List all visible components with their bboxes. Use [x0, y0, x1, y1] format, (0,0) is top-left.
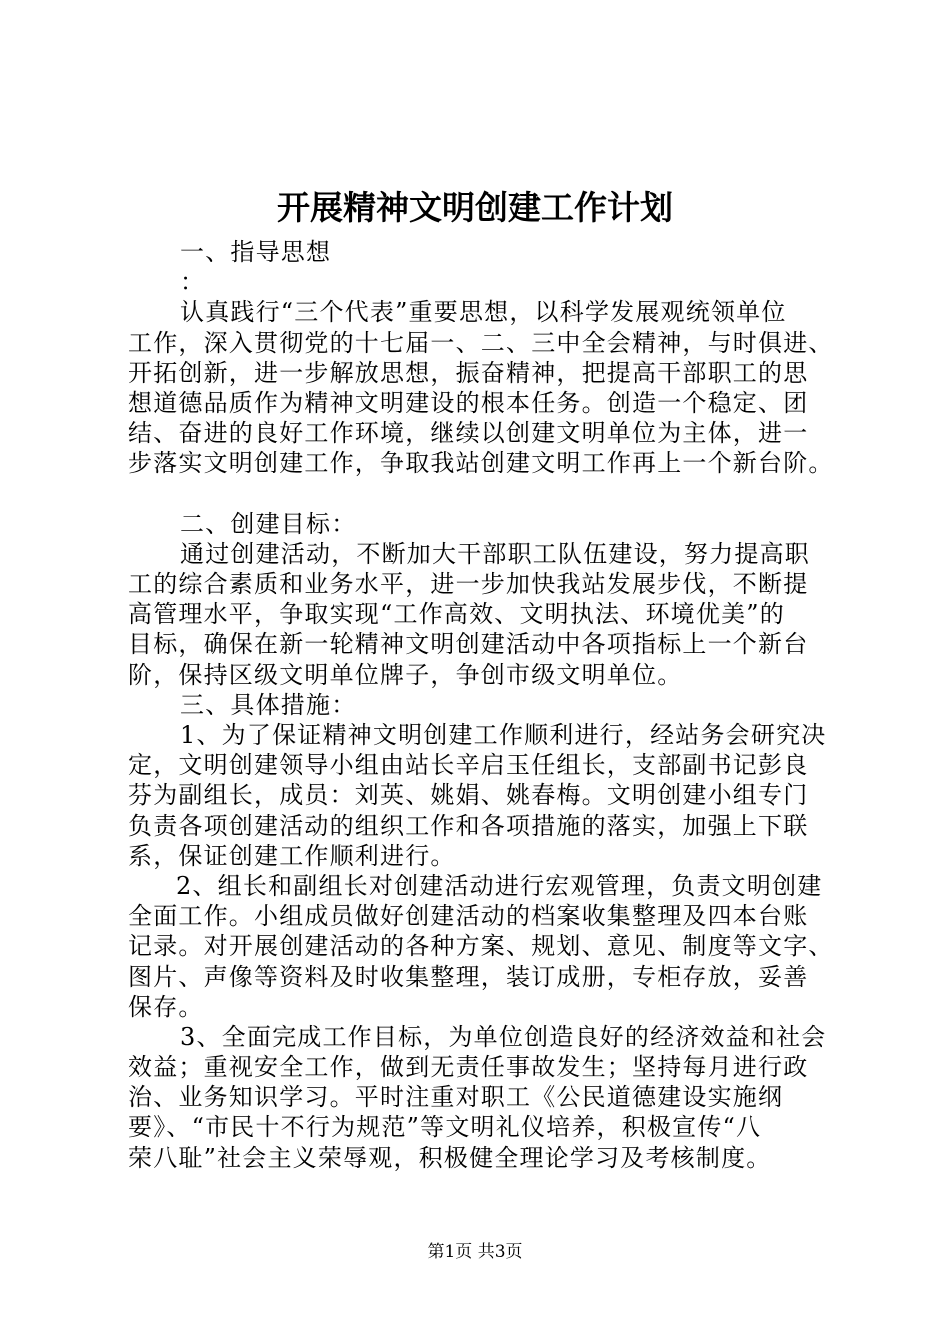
paragraph-line: 通过创建活动，不断加大干部职工队伍建设，努力提高职: [180, 539, 810, 568]
measure-item-3-line: 治、业务知识学习。平时注重对职工《公民道德建设实施纲: [128, 1083, 784, 1112]
measure-item-1-line: 系，保证创建工作顺利进行。: [128, 841, 456, 870]
paragraph-line: 工的综合素质和业务水平，进一步加快我站发展步伐，不断提: [128, 570, 809, 599]
paragraph-line: 认真践行“三个代表”重要思想，以科学发展观统领单位: [180, 298, 787, 327]
measure-item-1-line: 负责各项创建活动的组织工作和各项措施的落实，加强上下联: [128, 811, 809, 840]
measure-item-2-line: 记录。对开展创建活动的各种方案、规划、意见、制度等文字、: [128, 932, 834, 961]
section-heading-guiding-ideology: 一、指导思想: [180, 238, 332, 266]
measure-item-2-line: 2、组长和副组长对创建活动进行宏观管理，负责文明创建: [176, 871, 823, 900]
measure-item-1-line: 芬为副组长，成员：刘英、姚娟、姚春梅。文明创建小组专门: [128, 781, 809, 810]
measure-item-2-line: 全面工作。小组成员做好创建活动的档案收集整理及四本台账: [128, 902, 809, 931]
paragraph-line: 想道德品质作为精神文明建设的根本任务。创造一个稳定、团: [128, 388, 809, 417]
section-heading-goals: 二、创建目标：: [180, 509, 357, 538]
paragraph-line: 开拓创新，进一步解放思想，振奋精神，把提高干部职工的思: [128, 358, 809, 387]
measure-item-1-line: 1、为了保证精神文明创建工作顺利进行，经站务会研究决: [180, 721, 827, 749]
measure-item-2-line: 保存。: [128, 992, 204, 1021]
paragraph-gap: [128, 479, 840, 509]
paragraph-line: 工作，深入贯彻党的十七届一、二、三中全会精神，与时俱进、: [128, 328, 834, 357]
paragraph-line: 高管理水平，争取实现“工作高效、文明执法、环境优美”的: [128, 600, 785, 629]
document-body: [128, 237, 840, 1173]
measure-item-2-line: 图片、声像等资料及时收集整理，装订成册，专柜存放，妥善: [128, 962, 809, 991]
document-title: 开展精神文明创建工作计划: [277, 188, 673, 227]
paragraph-line: 步落实文明创建工作，争取我站创建文明工作再上一个新台阶。: [128, 449, 834, 478]
page-number-footer: 第1页 共3页: [427, 1242, 523, 1262]
section-heading-colon: ：: [180, 268, 206, 297]
measure-item-1-line: 定，文明创建领导小组由站长辛启玉任组长，支部副书记彭良: [128, 751, 809, 780]
paragraph-line: 阶，保持区级文明单位牌子，争创市级文明单位。: [128, 660, 683, 689]
paragraph-line: 目标，确保在新一轮精神文明创建活动中各项指标上一个新台: [128, 630, 809, 659]
measure-item-3-line: 荣八耻”社会主义荣辱观，积极健全理论学习及考核制度。: [128, 1143, 772, 1172]
section-heading-measures: 三、具体措施：: [180, 690, 357, 719]
measure-item-3-line: 效益；重视安全工作，做到无责任事故发生；坚持每月进行政: [128, 1053, 809, 1082]
paragraph-line: 结、奋进的良好工作环境，继续以创建文明单位为主体，进一: [128, 419, 809, 448]
measure-item-3-line: 3、全面完成工作目标，为单位创造良好的经济效益和社会: [180, 1022, 827, 1051]
measure-item-3-line: 要》、“市民十不行为规范”等文明礼仪培养，积极宣传“八: [128, 1113, 762, 1142]
